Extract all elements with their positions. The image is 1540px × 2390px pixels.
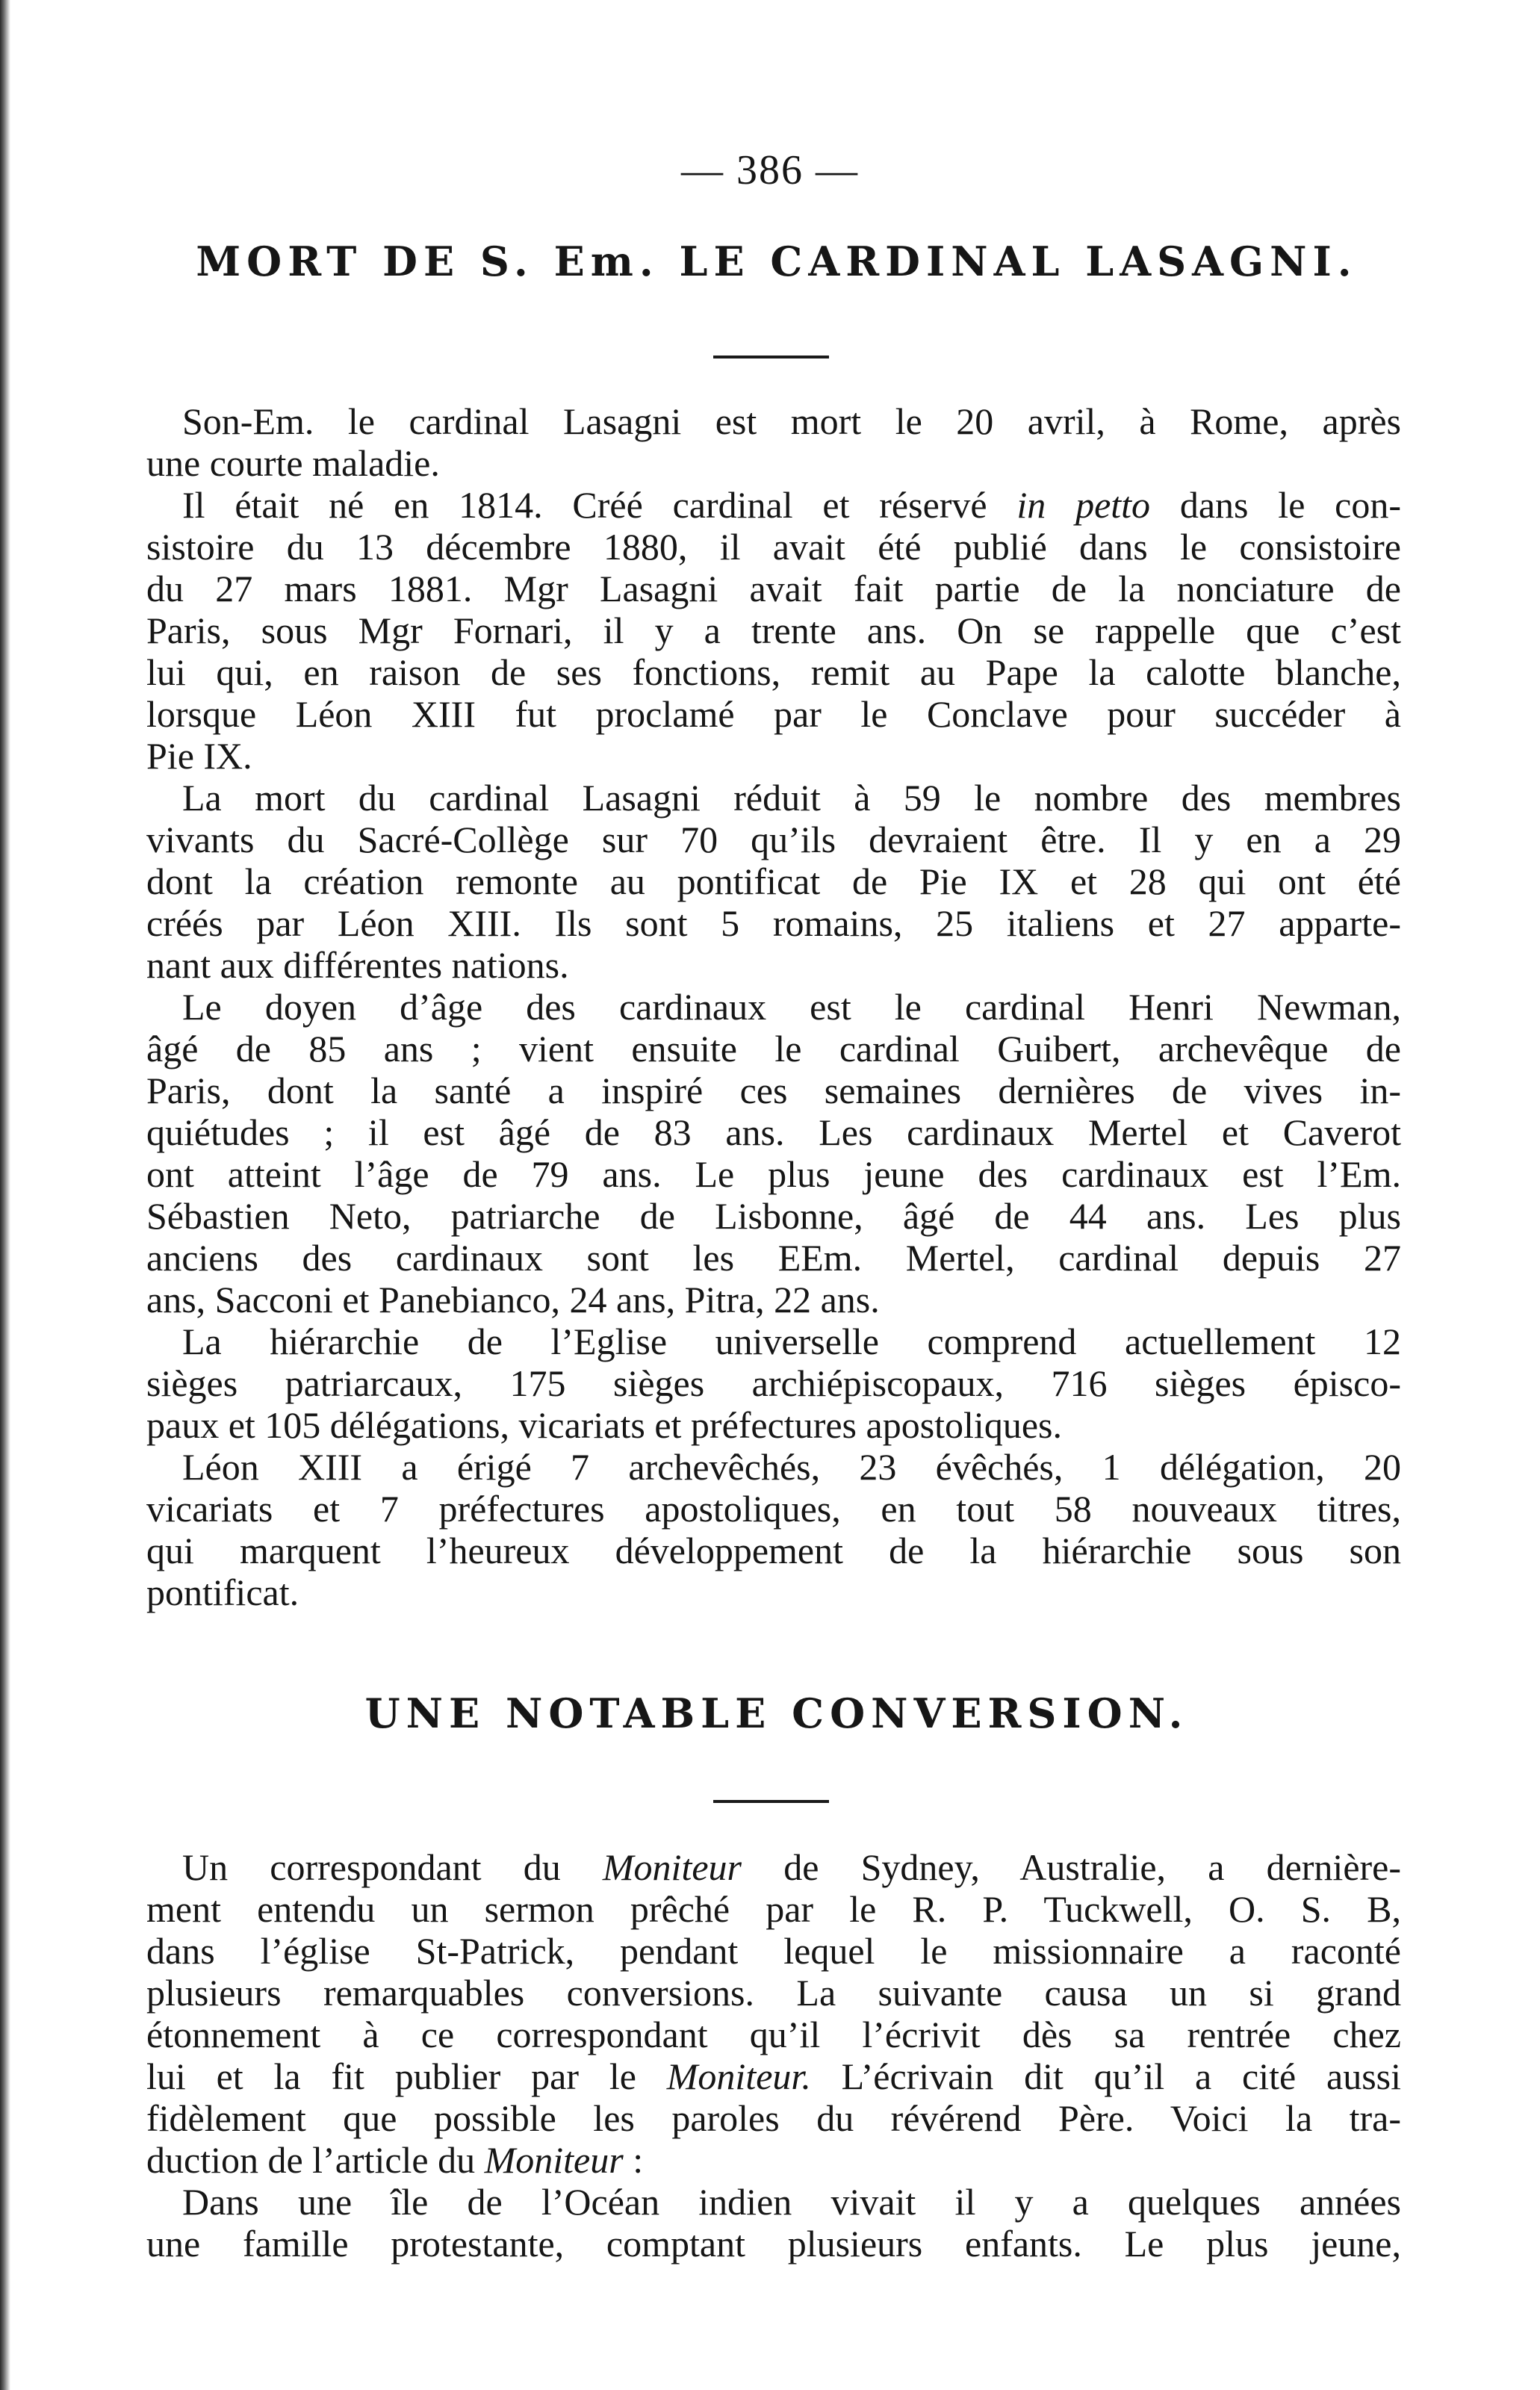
text-run: : bbox=[633, 2139, 644, 2181]
text-line: sièges patriarcaux, 175 sièges archiépiscopaux, 716 sièges épisco- bbox=[146, 1362, 1401, 1404]
text-line: une famille protestante, comptant plusieurs enfants. Le plus jeune, bbox=[146, 2223, 1401, 2265]
text-line: Léon XIII a érigé 7 archevêchés, 23 évêchés, 1 délégation, 20 bbox=[182, 1446, 1401, 1488]
text-line: âgé de 85 ans ; vient ensuite le cardinal Guibert, archevêque de bbox=[146, 1028, 1401, 1070]
page-binding-edge bbox=[0, 0, 10, 2390]
italic-term: Moniteur bbox=[602, 1846, 742, 1888]
title-divider bbox=[713, 1800, 829, 1803]
text-line: Son-Em. le cardinal Lasagni est mort le 20 avril, à Rome, après bbox=[182, 400, 1401, 442]
article-title-lasagni: MORT DE S. Em. LE CARDINAL LASAGNI. bbox=[196, 238, 1358, 285]
text-line bbox=[146, 2055, 1401, 2097]
paragraph bbox=[146, 400, 1401, 484]
text-line: créés par Léon XIII. Ils sont 5 romains, 25 italiens et 27 apparte- bbox=[146, 902, 1401, 944]
text-line: dont la création remonte au pontificat de Pie IX et 28 qui ont été bbox=[146, 860, 1401, 902]
text-line: fidèlement que possible les paroles du révérend Père. Voici la tra- bbox=[146, 2097, 1401, 2139]
paragraph bbox=[146, 1446, 1401, 1613]
text-line bbox=[146, 2139, 1401, 2181]
text-line: dans l’église St-Patrick, pendant lequel le missionnaire a raconté bbox=[146, 1930, 1401, 1972]
article-title-conversion: UNE NOTABLE CONVERSION. bbox=[364, 1689, 1189, 1737]
text-line: pontificat. bbox=[146, 1571, 299, 1613]
text-line: du 27 mars 1881. Mgr Lasagni avait fait partie de la nonciature de bbox=[146, 568, 1401, 609]
text-run: dans le con- bbox=[1179, 484, 1402, 526]
paragraph bbox=[146, 484, 1401, 777]
text-run: Un correspondant du bbox=[182, 1846, 561, 1888]
paragraph bbox=[146, 777, 1401, 986]
text-run: de Sydney, Australie, a dernière- bbox=[783, 1846, 1402, 1888]
text-line: Paris, sous Mgr Fornari, il y a trente ans. On se rappelle que c’est bbox=[146, 609, 1401, 651]
paragraph bbox=[146, 2181, 1401, 2265]
text-line: anciens des cardinaux sont les EEm. Mertel, cardinal depuis 27 bbox=[146, 1237, 1401, 1279]
text-line: La mort du cardinal Lasagni réduit à 59 le nombre des membres bbox=[182, 777, 1401, 819]
italic-term: Moniteur bbox=[484, 2139, 624, 2181]
paragraph bbox=[146, 1320, 1401, 1446]
text-line: quiétudes ; il est âgé de 83 ans. Les cardinaux Mertel et Caverot bbox=[146, 1111, 1401, 1153]
text-run: duction de l’article du bbox=[146, 2139, 476, 2181]
text-line: La hiérarchie de l’Eglise universelle comprend actuellement 12 bbox=[182, 1320, 1401, 1362]
text-line: ment entendu un sermon prêché par le R. P. Tuckwell, O. S. B, bbox=[146, 1888, 1401, 1930]
paragraph bbox=[146, 1846, 1401, 2181]
article-body-conversion bbox=[146, 1846, 1401, 2265]
text-run: Il était né en 1814. Créé cardinal et réservé bbox=[182, 484, 987, 526]
title-divider bbox=[713, 356, 829, 358]
text-line: Le doyen d’âge des cardinaux est le cardinal Henri Newman, bbox=[182, 986, 1401, 1028]
article-body-lasagni bbox=[146, 400, 1401, 1613]
italic-term: in petto bbox=[1016, 484, 1151, 526]
text-line: paux et 105 délégations, vicariats et préfectures apostoliques. bbox=[146, 1404, 1062, 1446]
text-line bbox=[146, 1846, 1401, 1888]
text-run: L’écrivain dit qu’il a cité aussi bbox=[841, 2055, 1402, 2097]
text-line: nant aux différentes nations. bbox=[146, 944, 569, 986]
text-line: lui qui, en raison de ses fonctions, remit au Pape la calotte blanche, bbox=[146, 651, 1401, 693]
text-line: Sébastien Neto, patriarche de Lisbonne, âgé de 44 ans. Les plus bbox=[146, 1195, 1401, 1237]
paragraph bbox=[146, 986, 1401, 1320]
text-line: ont atteint l’âge de 79 ans. Le plus jeune des cardinaux est l’Em. bbox=[146, 1153, 1401, 1195]
text-line: vicariats et 7 préfectures apostoliques, en tout 58 nouveaux titres, bbox=[146, 1488, 1401, 1530]
text-line: une courte maladie. bbox=[146, 442, 440, 484]
text-line bbox=[146, 484, 1401, 526]
text-line: étonnement à ce correspondant qu’il l’écrivit dès sa rentrée chez bbox=[146, 2014, 1401, 2055]
text-line: ans, Sacconi et Panebianco, 24 ans, Pitra, 22 ans. bbox=[146, 1279, 880, 1320]
text-line: plusieurs remarquables conversions. La suivante causa un si grand bbox=[146, 1972, 1401, 2014]
text-line: Dans une île de l’Océan indien vivait il y a quelques années bbox=[182, 2181, 1401, 2223]
text-line: vivants du Sacré-Collège sur 70 qu’ils devraient être. Il y en a 29 bbox=[146, 819, 1401, 860]
text-line: Paris, dont la santé a inspiré ces semaines dernières de vives in- bbox=[146, 1070, 1401, 1111]
page-number: — 386 — bbox=[681, 147, 859, 193]
italic-term: Moniteur. bbox=[666, 2055, 811, 2097]
text-line: lorsque Léon XIII fut proclamé par le Conclave pour succéder à bbox=[146, 693, 1401, 735]
text-line: Pie IX. bbox=[146, 735, 252, 777]
text-run: lui et la fit publier par le bbox=[146, 2055, 636, 2097]
text-line: qui marquent l’heureux développement de la hiérarchie sous son bbox=[146, 1530, 1401, 1571]
text-line: sistoire du 13 décembre 1880, il avait été publié dans le consistoire bbox=[146, 526, 1401, 568]
